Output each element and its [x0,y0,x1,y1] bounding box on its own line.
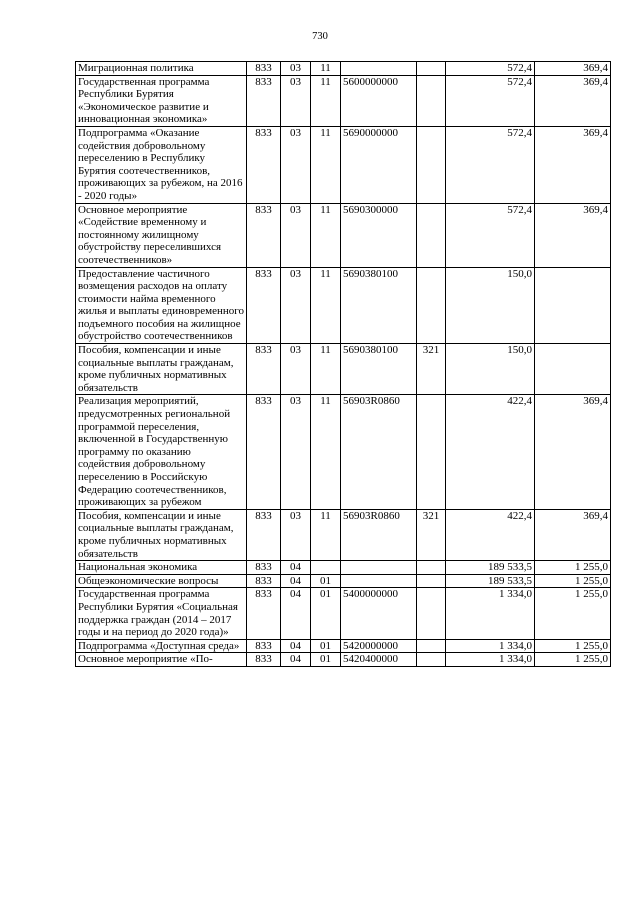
grbs-code-cell: 833 [247,267,281,344]
amount-year2-cell [535,344,611,395]
table-row [76,588,611,639]
amount-year1-cell: 572,4 [446,126,535,203]
grbs-code-cell: 833 [247,395,281,509]
table-row [76,203,611,267]
subsection-code-cell: 11 [311,62,341,76]
target-item-code-cell [341,574,417,588]
amount-year1-cell: 422,4 [446,509,535,560]
target-item-code-cell [341,62,417,76]
table-row [76,75,611,126]
table-row [76,574,611,588]
section-code-cell: 03 [281,509,311,560]
target-item-code-cell: 5600000000 [341,75,417,126]
page-number: 730 [312,31,328,42]
target-item-code-cell: 5690380100 [341,267,417,344]
item-name-cell: Общеэкономические вопросы [76,574,247,588]
grbs-code-cell: 833 [247,344,281,395]
target-item-code-cell: 56903R0860 [341,395,417,509]
grbs-code-cell: 833 [247,588,281,639]
grbs-code-cell: 833 [247,75,281,126]
amount-year1-cell: 422,4 [446,395,535,509]
table-row [76,509,611,560]
grbs-code-cell: 833 [247,574,281,588]
item-name-cell: Реализация мероприятий, предусмотренных региональной программой переселения, включенной в Государственную программу по оказанию содействия добровольному переселению в Российскую Федерацию соотечественников, проживающих за рубежом [76,395,247,509]
amount-year1-cell: 572,4 [446,203,535,267]
table-row [76,653,611,667]
amount-year2-cell: 369,4 [535,395,611,509]
subsection-code-cell: 11 [311,395,341,509]
amount-year2-cell: 369,4 [535,509,611,560]
section-code-cell: 04 [281,574,311,588]
amount-year1-cell: 1 334,0 [446,639,535,653]
item-name-cell: Пособия, компенсации и иные социальные выплаты гражданам, кроме публичных нормативных обязательств [76,344,247,395]
subsection-code-cell: 01 [311,639,341,653]
subsection-code-cell: 11 [311,203,341,267]
expense-type-cell [417,203,446,267]
subsection-code-cell: 11 [311,509,341,560]
section-code-cell: 03 [281,344,311,395]
subsection-code-cell: 11 [311,75,341,126]
table-row [76,561,611,575]
item-name-cell: Пособия, компенсации и иные социальные выплаты гражданам, кроме публичных нормативных обязательств [76,509,247,560]
subsection-code-cell: 01 [311,588,341,639]
expense-type-cell [417,62,446,76]
subsection-code-cell [311,561,341,575]
subsection-code-cell: 11 [311,344,341,395]
amount-year1-cell: 572,4 [446,62,535,76]
subsection-code-cell: 01 [311,653,341,667]
table-row [76,639,611,653]
target-item-code-cell: 5420000000 [341,639,417,653]
section-code-cell: 04 [281,653,311,667]
subsection-code-cell: 11 [311,126,341,203]
amount-year1-cell: 572,4 [446,75,535,126]
table-row [76,62,611,76]
expense-type-cell [417,588,446,639]
item-name-cell: Подпрограмма «Оказание содействия добровольному переселению в Республику Бурятия соотечественников, проживающих за рубежом, на 2016 - 2020 годы» [76,126,247,203]
target-item-code-cell: 5420400000 [341,653,417,667]
grbs-code-cell: 833 [247,639,281,653]
grbs-code-cell: 833 [247,203,281,267]
table-row [76,344,611,395]
amount-year2-cell: 1 255,0 [535,574,611,588]
item-name-cell: Подпрограмма «Доступная среда» [76,639,247,653]
target-item-code-cell: 56903R0860 [341,509,417,560]
section-code-cell: 03 [281,62,311,76]
table-row [76,126,611,203]
section-code-cell: 04 [281,639,311,653]
expense-type-cell: 321 [417,344,446,395]
grbs-code-cell: 833 [247,653,281,667]
amount-year2-cell: 369,4 [535,75,611,126]
amount-year2-cell: 369,4 [535,62,611,76]
amount-year2-cell: 1 255,0 [535,639,611,653]
section-code-cell: 03 [281,203,311,267]
target-item-code-cell: 5690380100 [341,344,417,395]
amount-year2-cell [535,267,611,344]
amount-year1-cell: 189 533,5 [446,561,535,575]
amount-year1-cell: 1 334,0 [446,588,535,639]
grbs-code-cell: 833 [247,561,281,575]
amount-year2-cell: 369,4 [535,203,611,267]
grbs-code-cell: 833 [247,509,281,560]
table-row [76,395,611,509]
section-code-cell: 03 [281,267,311,344]
expense-type-cell [417,75,446,126]
target-item-code-cell: 5400000000 [341,588,417,639]
target-item-code-cell: 5690300000 [341,203,417,267]
expense-type-cell [417,639,446,653]
section-code-cell: 04 [281,588,311,639]
item-name-cell: Миграционная политика [76,62,247,76]
amount-year1-cell: 1 334,0 [446,653,535,667]
amount-year2-cell: 369,4 [535,126,611,203]
amount-year2-cell: 1 255,0 [535,653,611,667]
expense-type-cell: 321 [417,509,446,560]
expense-type-cell [417,267,446,344]
subsection-code-cell: 01 [311,574,341,588]
amount-year1-cell: 189 533,5 [446,574,535,588]
amount-year1-cell: 150,0 [446,344,535,395]
expense-type-cell [417,126,446,203]
item-name-cell: Основное мероприятие «Содействие временному и постоянному жилищному обустройству переселившихся соотечественников» [76,203,247,267]
amount-year2-cell: 1 255,0 [535,561,611,575]
grbs-code-cell: 833 [247,126,281,203]
section-code-cell: 03 [281,395,311,509]
expense-type-cell [417,653,446,667]
expense-type-cell [417,574,446,588]
section-code-cell: 03 [281,75,311,126]
item-name-cell: Основное мероприятие «По- [76,653,247,667]
budget-table [75,61,611,667]
item-name-cell: Государственная программа Республики Бурятия «Экономическое развитие и инновационная экономика» [76,75,247,126]
target-item-code-cell: 5690000000 [341,126,417,203]
table-row [76,267,611,344]
section-code-cell: 04 [281,561,311,575]
expense-type-cell [417,395,446,509]
expense-type-cell [417,561,446,575]
subsection-code-cell: 11 [311,267,341,344]
item-name-cell: Предоставление частичного возмещения расходов на оплату стоимости найма временного жилья и выплаты единовременного подъемного пособия на жилищное обустройство соотечественников [76,267,247,344]
item-name-cell: Национальная экономика [76,561,247,575]
item-name-cell: Государственная программа Республики Бурятия «Социальная поддержка граждан (2014 – 2017 годы и на период до 2020 года)» [76,588,247,639]
amount-year2-cell: 1 255,0 [535,588,611,639]
grbs-code-cell: 833 [247,62,281,76]
amount-year1-cell: 150,0 [446,267,535,344]
target-item-code-cell [341,561,417,575]
section-code-cell: 03 [281,126,311,203]
